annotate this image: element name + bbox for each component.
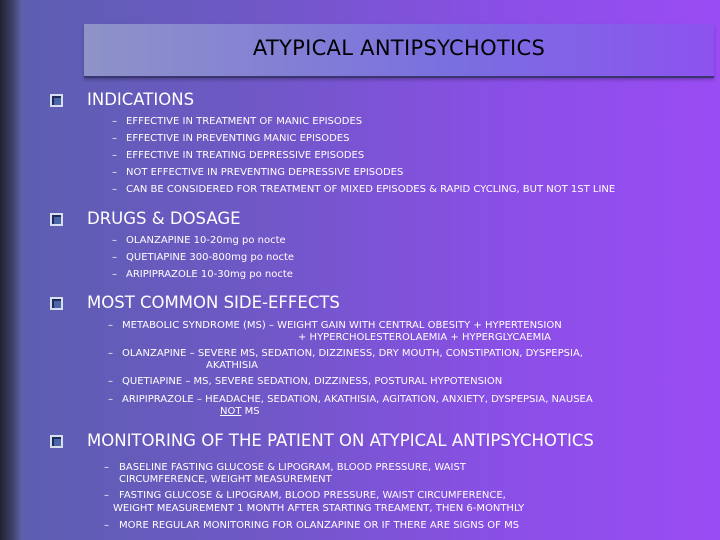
heading-drugs-dosage: DRUGS & DOSAGE [87,209,241,228]
side-effect-item-continuation: AKATHISIA [206,360,259,371]
side-effect-item: METABOLIC SYNDROME (MS) – WEIGHT GAIN WITH CENTRAL OBESITY + HYPERTENSION [122,320,562,331]
dash-icon: – [112,167,117,178]
indication-item: CAN BE CONSIDERED FOR TREATMENT OF MIXED EPISODES & RAPID CYCLING, BUT NOT 1ST LINE [126,184,616,195]
dash-icon: – [112,116,117,127]
side-effect-item-continuation: + HYPERCHOLESTEROLAEMIA + HYPERGLYCAEMIA [298,332,551,343]
indication-item: EFFECTIVE IN TREATMENT OF MANIC EPISODES [126,116,363,127]
drug-item: OLANZAPINE 10-20mg po nocte [126,235,286,246]
monitoring-item: BASELINE FASTING GLUCOSE & LIPOGRAM, BLOOD PRESSURE, WAIST [119,462,466,473]
square-bullet-icon [50,213,63,226]
slide-title: ATYPICAL ANTIPSYCHOTICS [252,36,546,60]
square-bullet-icon [50,94,63,107]
dash-icon: – [108,320,113,331]
dash-icon: – [104,520,109,531]
dash-icon: – [112,133,117,144]
heading-monitoring: MONITORING OF THE PATIENT ON ATYPICAL ANTIPSYCHOTICS [87,431,594,450]
side-effect-item: OLANZAPINE – SEVERE MS, SEDATION, DIZZINESS, DRY MOUTH, CONSTIPATION, DYSPEPSIA, [122,348,583,359]
side-effect-item-continuation [220,406,260,417]
dash-icon: – [108,376,113,387]
indication-item: EFFECTIVE IN PREVENTING MANIC EPISODES [126,133,350,144]
monitoring-item-continuation: CIRCUMFERENCE, WEIGHT MEASUREMENT [119,474,332,485]
drug-item: QUETIAPINE 300-800mg po nocte [126,252,295,263]
dash-icon: – [112,269,117,280]
monitoring-item: FASTING GLUCOSE & LIPOGRAM, BLOOD PRESSURE, WAIST CIRCUMFERENCE, [119,490,506,501]
monitoring-item: MORE REGULAR MONITORING FOR OLANZAPINE OR IF THERE ARE SIGNS OF MS [119,520,520,531]
dash-icon: – [112,252,117,263]
square-bullet-icon [50,435,63,448]
side-effect-item-rest: MS [241,406,260,417]
dash-icon: – [112,150,117,161]
dash-icon: – [108,394,113,405]
dash-icon: – [112,184,117,195]
dash-icon: – [104,462,109,473]
left-accent-bar [0,0,22,540]
side-effect-item: QUETIAPINE – MS, SEVERE SEDATION, DIZZINESS, POSTURAL HYPOTENSION [122,376,503,387]
dash-icon: – [108,348,113,359]
heading-side-effects: MOST COMMON SIDE-EFFECTS [87,293,340,312]
side-effect-item: ARIPIPRAZOLE – HEADACHE, SEDATION, AKATHISIA, AGITATION, ANXIETY, DYSPEPSIA, NAUSEA [122,394,593,405]
dash-icon: – [104,490,109,501]
indication-item: EFFECTIVE IN TREATING DEPRESSIVE EPISODES [126,150,365,161]
monitoring-item-continuation: WEIGHT MEASUREMENT 1 MONTH AFTER STARTING TREAMENT, THEN 6-MONTHLY [113,503,525,514]
drug-item: ARIPIPRAZOLE 10-30mg po nocte [126,269,293,280]
heading-indications: INDICATIONS [87,90,195,109]
indication-item: NOT EFFECTIVE IN PREVENTING DEPRESSIVE EPISODES [126,167,404,178]
dash-icon: – [112,235,117,246]
emphasis-not: NOT [220,406,242,417]
square-bullet-icon [50,297,63,310]
